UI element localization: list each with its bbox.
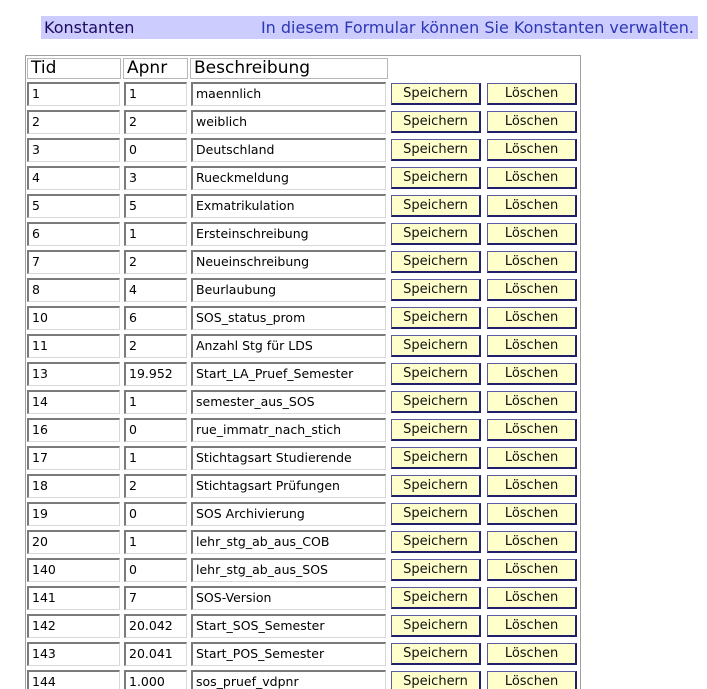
save-button[interactable]: Speichern bbox=[391, 251, 481, 273]
beschreibung-input[interactable]: SOS Archivierung bbox=[191, 502, 386, 526]
delete-button[interactable]: Löschen bbox=[487, 307, 577, 329]
page-title: Konstanten bbox=[44, 18, 135, 37]
table-row bbox=[26, 613, 580, 641]
apnr-input[interactable]: 2 bbox=[124, 110, 187, 134]
delete-button[interactable]: Löschen bbox=[487, 447, 577, 469]
save-button[interactable]: Speichern bbox=[391, 167, 481, 189]
apnr-input[interactable]: 0 bbox=[124, 418, 187, 442]
beschreibung-input[interactable]: SOS-Version bbox=[191, 586, 386, 610]
apnr-input[interactable]: 0 bbox=[124, 558, 187, 582]
beschreibung-input[interactable]: Deutschland bbox=[191, 138, 386, 162]
tid-input[interactable]: 6 bbox=[27, 222, 120, 246]
tid-input[interactable]: 1 bbox=[27, 82, 120, 106]
tid-input[interactable]: 143 bbox=[27, 642, 120, 666]
table-row bbox=[26, 417, 580, 445]
tid-input[interactable]: 14 bbox=[27, 390, 120, 414]
apnr-input[interactable]: 1.000 bbox=[124, 670, 187, 689]
delete-button[interactable]: Löschen bbox=[487, 251, 577, 273]
column-header-tid: Tid bbox=[27, 58, 121, 79]
save-button[interactable]: Speichern bbox=[391, 139, 481, 161]
beschreibung-input[interactable]: sos_pruef_vdpnr bbox=[191, 670, 386, 689]
apnr-input[interactable]: 4 bbox=[124, 278, 187, 302]
tid-input[interactable]: 5 bbox=[27, 194, 120, 218]
table-row bbox=[26, 333, 580, 361]
delete-button[interactable]: Löschen bbox=[487, 167, 577, 189]
save-button[interactable]: Speichern bbox=[391, 279, 481, 301]
tid-input[interactable]: 144 bbox=[27, 670, 120, 689]
table-row bbox=[26, 221, 580, 249]
delete-button[interactable]: Löschen bbox=[487, 643, 577, 665]
table-row bbox=[26, 137, 580, 165]
beschreibung-input[interactable]: Ersteinschreibung bbox=[191, 222, 386, 246]
delete-button[interactable]: Löschen bbox=[487, 335, 577, 357]
beschreibung-input[interactable]: Rueckmeldung bbox=[191, 166, 386, 190]
delete-button[interactable]: Löschen bbox=[487, 615, 577, 637]
save-button[interactable]: Speichern bbox=[391, 615, 481, 637]
save-button[interactable]: Speichern bbox=[391, 559, 481, 581]
beschreibung-input[interactable]: lehr_stg_ab_aus_COB bbox=[191, 530, 386, 554]
beschreibung-input[interactable]: weiblich bbox=[191, 110, 386, 134]
beschreibung-input[interactable]: lehr_stg_ab_aus_SOS bbox=[191, 558, 386, 582]
table-row bbox=[26, 109, 580, 137]
delete-button[interactable]: Löschen bbox=[487, 671, 577, 689]
table-row bbox=[26, 81, 580, 109]
table-row bbox=[26, 529, 580, 557]
beschreibung-input[interactable]: Start_LA_Pruef_Semester bbox=[191, 362, 386, 386]
save-button[interactable]: Speichern bbox=[391, 307, 481, 329]
save-button[interactable]: Speichern bbox=[391, 587, 481, 609]
tid-input[interactable]: 142 bbox=[27, 614, 120, 638]
beschreibung-input[interactable]: Exmatrikulation bbox=[191, 194, 386, 218]
tid-input[interactable]: 3 bbox=[27, 138, 120, 162]
beschreibung-input[interactable]: SOS_status_prom bbox=[191, 306, 386, 330]
tid-input[interactable]: 141 bbox=[27, 586, 120, 610]
save-button[interactable]: Speichern bbox=[391, 447, 481, 469]
save-button[interactable]: Speichern bbox=[391, 335, 481, 357]
apnr-input[interactable]: 19.952 bbox=[124, 362, 187, 386]
tid-input[interactable]: 13 bbox=[27, 362, 120, 386]
save-button[interactable]: Speichern bbox=[391, 195, 481, 217]
delete-button[interactable]: Löschen bbox=[487, 503, 577, 525]
save-button[interactable]: Speichern bbox=[391, 83, 481, 105]
apnr-input[interactable]: 3 bbox=[124, 166, 187, 190]
beschreibung-input[interactable]: Stichtagsart Studierende bbox=[191, 446, 386, 470]
save-button[interactable]: Speichern bbox=[391, 503, 481, 525]
table-row bbox=[26, 585, 580, 613]
apnr-input[interactable]: 7 bbox=[124, 586, 187, 610]
page-description: In diesem Formular können Sie Konstanten verwalten. bbox=[260, 18, 694, 37]
save-button[interactable]: Speichern bbox=[391, 671, 481, 689]
table-row bbox=[26, 165, 580, 193]
tid-input[interactable]: 20 bbox=[27, 530, 120, 554]
apnr-input[interactable]: 1 bbox=[124, 222, 187, 246]
apnr-input[interactable]: 1 bbox=[124, 390, 187, 414]
table-row bbox=[26, 641, 580, 669]
apnr-input[interactable]: 20.041 bbox=[124, 642, 187, 666]
apnr-input[interactable]: 0 bbox=[124, 502, 187, 526]
table-row bbox=[26, 389, 580, 417]
apnr-input[interactable]: 20.042 bbox=[124, 614, 187, 638]
delete-button[interactable]: Löschen bbox=[487, 391, 577, 413]
table-row bbox=[26, 361, 580, 389]
delete-button[interactable]: Löschen bbox=[487, 531, 577, 553]
save-button[interactable]: Speichern bbox=[391, 111, 481, 133]
column-header-apnr: Apnr bbox=[123, 58, 188, 79]
tid-input[interactable]: 8 bbox=[27, 278, 120, 302]
beschreibung-input[interactable]: Beurlaubung bbox=[191, 278, 386, 302]
delete-button[interactable]: Löschen bbox=[487, 223, 577, 245]
beschreibung-input[interactable]: rue_immatr_nach_stich bbox=[191, 418, 386, 442]
constants-table bbox=[25, 55, 581, 689]
save-button[interactable]: Speichern bbox=[391, 363, 481, 385]
beschreibung-input[interactable]: Neueinschreibung bbox=[191, 250, 386, 274]
apnr-input[interactable]: 1 bbox=[124, 530, 187, 554]
delete-button[interactable]: Löschen bbox=[487, 279, 577, 301]
save-button[interactable]: Speichern bbox=[391, 391, 481, 413]
delete-button[interactable]: Löschen bbox=[487, 475, 577, 497]
tid-input[interactable]: 10 bbox=[27, 306, 120, 330]
delete-button[interactable]: Löschen bbox=[487, 195, 577, 217]
tid-input[interactable]: 4 bbox=[27, 166, 120, 190]
apnr-input[interactable]: 2 bbox=[124, 334, 187, 358]
beschreibung-input[interactable]: Anzahl Stg für LDS bbox=[191, 334, 386, 358]
tid-input[interactable]: 140 bbox=[27, 558, 120, 582]
save-button[interactable]: Speichern bbox=[391, 643, 481, 665]
apnr-input[interactable]: 5 bbox=[124, 194, 187, 218]
tid-input[interactable]: 11 bbox=[27, 334, 120, 358]
tid-input[interactable]: 16 bbox=[27, 418, 120, 442]
save-button[interactable]: Speichern bbox=[391, 419, 481, 441]
beschreibung-input[interactable]: semester_aus_SOS bbox=[191, 390, 386, 414]
tid-input[interactable]: 18 bbox=[27, 474, 120, 498]
apnr-input[interactable]: 1 bbox=[124, 446, 187, 470]
tid-input[interactable]: 19 bbox=[27, 502, 120, 526]
save-button[interactable]: Speichern bbox=[391, 531, 481, 553]
apnr-input[interactable]: 0 bbox=[124, 138, 187, 162]
table-row bbox=[26, 193, 580, 221]
header-bar bbox=[41, 16, 698, 39]
table-row bbox=[26, 277, 580, 305]
delete-button[interactable]: Löschen bbox=[487, 139, 577, 161]
apnr-input[interactable]: 2 bbox=[124, 474, 187, 498]
beschreibung-input[interactable]: Stichtagsart Prüfungen bbox=[191, 474, 386, 498]
table-row bbox=[26, 557, 580, 585]
column-header-beschreibung: Beschreibung bbox=[190, 58, 388, 79]
beschreibung-input[interactable]: maennlich bbox=[191, 82, 386, 106]
delete-button[interactable]: Löschen bbox=[487, 111, 577, 133]
save-button[interactable]: Speichern bbox=[391, 475, 481, 497]
table-row bbox=[26, 501, 580, 529]
apnr-input[interactable]: 2 bbox=[124, 250, 187, 274]
beschreibung-input[interactable]: Start_POS_Semester bbox=[191, 642, 386, 666]
table-row bbox=[26, 305, 580, 333]
delete-button[interactable]: Löschen bbox=[487, 559, 577, 581]
tid-input[interactable]: 2 bbox=[27, 110, 120, 134]
table-row bbox=[26, 445, 580, 473]
apnr-input[interactable]: 6 bbox=[124, 306, 187, 330]
tid-input[interactable]: 17 bbox=[27, 446, 120, 470]
delete-button[interactable]: Löschen bbox=[487, 83, 577, 105]
delete-button[interactable]: Löschen bbox=[487, 419, 577, 441]
apnr-input[interactable]: 1 bbox=[124, 82, 187, 106]
delete-button[interactable]: Löschen bbox=[487, 587, 577, 609]
tid-input[interactable]: 7 bbox=[27, 250, 120, 274]
table-row bbox=[26, 669, 580, 689]
beschreibung-input[interactable]: Start_SOS_Semester bbox=[191, 614, 386, 638]
delete-button[interactable]: Löschen bbox=[487, 363, 577, 385]
table-row bbox=[26, 249, 580, 277]
table-row bbox=[26, 473, 580, 501]
save-button[interactable]: Speichern bbox=[391, 223, 481, 245]
